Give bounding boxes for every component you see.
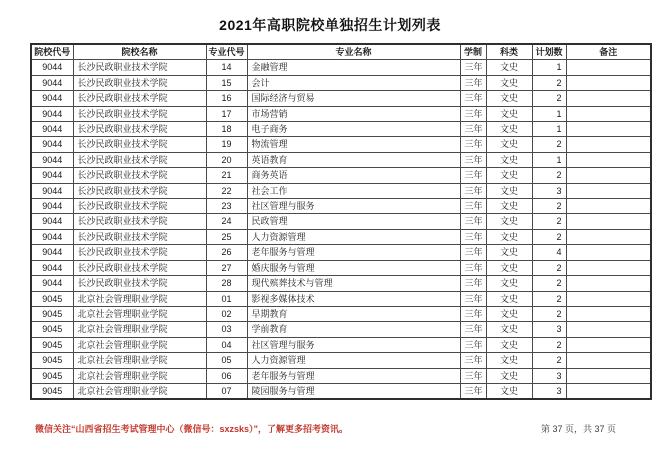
- cell-plan-count: 2: [532, 291, 566, 306]
- table-row: [31, 245, 651, 260]
- cell-major-code: 01: [206, 291, 247, 306]
- table-row: [31, 168, 651, 183]
- cell-major-code: 24: [206, 214, 247, 229]
- cell-remark: [566, 383, 651, 399]
- cell-college-name: 长沙民政职业技术学院: [73, 60, 206, 75]
- cell-plan-count: 1: [532, 152, 566, 167]
- cell-duration: 三年: [460, 183, 486, 198]
- cell-duration: 三年: [460, 91, 486, 106]
- cell-category: 文史: [486, 91, 532, 106]
- cell-category: 文史: [486, 199, 532, 214]
- cell-major-name: 市场营销: [247, 106, 460, 121]
- cell-plan-count: 2: [532, 260, 566, 275]
- cell-remark: [566, 122, 651, 137]
- cell-college-name: 长沙民政职业技术学院: [73, 229, 206, 244]
- cell-college-name: 长沙民政职业技术学院: [73, 106, 206, 121]
- footer-wechat-notice: 微信关注“山西省招生考试管理中心（微信号：sxzsks）”，了解更多招考资讯。: [35, 424, 349, 434]
- cell-plan-count: 3: [532, 183, 566, 198]
- cell-remark: [566, 137, 651, 152]
- cell-college-code: 9044: [31, 199, 73, 214]
- cell-category: 文史: [486, 291, 532, 306]
- cell-major-name: 学前教育: [247, 322, 460, 337]
- cell-remark: [566, 183, 651, 198]
- cell-duration: 三年: [460, 245, 486, 260]
- cell-category: 文史: [486, 260, 532, 275]
- cell-duration: 三年: [460, 168, 486, 183]
- cell-duration: 三年: [460, 214, 486, 229]
- cell-duration: 三年: [460, 353, 486, 368]
- cell-plan-count: 1: [532, 106, 566, 121]
- table-row: [31, 260, 651, 275]
- cell-remark: [566, 229, 651, 244]
- cell-major-code: 15: [206, 75, 247, 90]
- cell-plan-count: 2: [532, 337, 566, 352]
- cell-college-code: 9044: [31, 260, 73, 275]
- cell-duration: 三年: [460, 337, 486, 352]
- table-row: [31, 122, 651, 137]
- cell-remark: [566, 322, 651, 337]
- table-row: [31, 75, 651, 90]
- cell-plan-count: 2: [532, 91, 566, 106]
- cell-duration: 三年: [460, 122, 486, 137]
- cell-college-name: 北京社会管理职业学院: [73, 383, 206, 399]
- cell-major-name: 老年服务与管理: [247, 245, 460, 260]
- table-row: [31, 291, 651, 306]
- table-row: [31, 368, 651, 383]
- cell-plan-count: 2: [532, 199, 566, 214]
- footer-page-number: 第 37 页，共 37 页: [540, 424, 616, 434]
- cell-college-code: 9045: [31, 368, 73, 383]
- cell-major-code: 17: [206, 106, 247, 121]
- cell-remark: [566, 152, 651, 167]
- cell-duration: 三年: [460, 322, 486, 337]
- cell-college-name: 长沙民政职业技术学院: [73, 199, 206, 214]
- cell-major-name: 社区管理与服务: [247, 199, 460, 214]
- cell-duration: 三年: [460, 260, 486, 275]
- table-row: [31, 214, 651, 229]
- cell-college-name: 北京社会管理职业学院: [73, 353, 206, 368]
- table-row: [31, 229, 651, 244]
- cell-college-name: 长沙民政职业技术学院: [73, 214, 206, 229]
- cell-remark: [566, 337, 651, 352]
- table-row: [31, 383, 651, 399]
- cell-category: 文史: [486, 383, 532, 399]
- cell-duration: 三年: [460, 276, 486, 291]
- cell-college-code: 9045: [31, 306, 73, 321]
- cell-plan-count: 2: [532, 168, 566, 183]
- cell-major-code: 04: [206, 337, 247, 352]
- cell-duration: 三年: [460, 306, 486, 321]
- cell-college-code: 9045: [31, 383, 73, 399]
- cell-major-name: 英语教育: [247, 152, 460, 167]
- cell-remark: [566, 168, 651, 183]
- cell-duration: 三年: [460, 229, 486, 244]
- cell-college-name: 北京社会管理职业学院: [73, 322, 206, 337]
- cell-duration: 三年: [460, 199, 486, 214]
- cell-college-code: 9044: [31, 152, 73, 167]
- cell-category: 文史: [486, 60, 532, 75]
- cell-remark: [566, 245, 651, 260]
- cell-college-name: 北京社会管理职业学院: [73, 337, 206, 352]
- table-row: [31, 137, 651, 152]
- cell-category: 文史: [486, 122, 532, 137]
- cell-major-name: 陵园服务与管理: [247, 383, 460, 399]
- cell-major-name: 物流管理: [247, 137, 460, 152]
- cell-major-code: 27: [206, 260, 247, 275]
- cell-major-code: 07: [206, 383, 247, 399]
- cell-category: 文史: [486, 368, 532, 383]
- col-header-college-code: 院校代号: [31, 44, 73, 60]
- cell-college-name: 长沙民政职业技术学院: [73, 75, 206, 90]
- cell-plan-count: 3: [532, 383, 566, 399]
- col-header-college-name: 院校名称: [73, 44, 206, 60]
- cell-college-name: 长沙民政职业技术学院: [73, 122, 206, 137]
- cell-plan-count: 2: [532, 75, 566, 90]
- cell-category: 文史: [486, 306, 532, 321]
- cell-category: 文史: [486, 276, 532, 291]
- cell-duration: 三年: [460, 368, 486, 383]
- cell-college-code: 9044: [31, 137, 73, 152]
- cell-category: 文史: [486, 322, 532, 337]
- cell-major-code: 28: [206, 276, 247, 291]
- cell-college-code: 9044: [31, 60, 73, 75]
- cell-plan-count: 2: [532, 306, 566, 321]
- cell-major-name: 国际经济与贸易: [247, 91, 460, 106]
- table-row: [31, 91, 651, 106]
- cell-remark: [566, 91, 651, 106]
- cell-major-code: 22: [206, 183, 247, 198]
- cell-remark: [566, 75, 651, 90]
- cell-category: 文史: [486, 214, 532, 229]
- cell-major-code: 19: [206, 137, 247, 152]
- cell-major-name: 电子商务: [247, 122, 460, 137]
- cell-college-name: 北京社会管理职业学院: [73, 368, 206, 383]
- cell-major-code: 02: [206, 306, 247, 321]
- cell-major-name: 婚庆服务与管理: [247, 260, 460, 275]
- cell-major-code: 23: [206, 199, 247, 214]
- cell-major-code: 06: [206, 368, 247, 383]
- cell-college-code: 9044: [31, 168, 73, 183]
- col-header-major-name: 专业名称: [247, 44, 460, 60]
- cell-remark: [566, 214, 651, 229]
- cell-category: 文史: [486, 75, 532, 90]
- cell-category: 文史: [486, 152, 532, 167]
- cell-remark: [566, 306, 651, 321]
- cell-major-name: 人力资源管理: [247, 353, 460, 368]
- cell-remark: [566, 60, 651, 75]
- cell-college-name: 长沙民政职业技术学院: [73, 245, 206, 260]
- table-row: [31, 353, 651, 368]
- table-row: [31, 106, 651, 121]
- col-header-major-code: 专业代号: [206, 44, 247, 60]
- cell-college-name: 长沙民政职业技术学院: [73, 168, 206, 183]
- cell-plan-count: 3: [532, 322, 566, 337]
- cell-remark: [566, 106, 651, 121]
- table-row: [31, 183, 651, 198]
- cell-college-name: 北京社会管理职业学院: [73, 291, 206, 306]
- col-header-category: 科类: [486, 44, 532, 60]
- cell-duration: 三年: [460, 137, 486, 152]
- cell-college-code: 9044: [31, 245, 73, 260]
- cell-major-name: 会计: [247, 75, 460, 90]
- table-row: [31, 199, 651, 214]
- cell-remark: [566, 199, 651, 214]
- cell-plan-count: 2: [532, 276, 566, 291]
- cell-college-code: 9044: [31, 91, 73, 106]
- cell-college-name: 长沙民政职业技术学院: [73, 152, 206, 167]
- cell-college-code: 9045: [31, 337, 73, 352]
- cell-college-name: 长沙民政职业技术学院: [73, 260, 206, 275]
- cell-remark: [566, 260, 651, 275]
- table-row: [31, 306, 651, 321]
- cell-major-code: 21: [206, 168, 247, 183]
- cell-major-code: 03: [206, 322, 247, 337]
- cell-major-code: 14: [206, 60, 247, 75]
- cell-college-name: 长沙民政职业技术学院: [73, 137, 206, 152]
- table-row: [31, 322, 651, 337]
- cell-plan-count: 2: [532, 229, 566, 244]
- cell-duration: 三年: [460, 152, 486, 167]
- cell-category: 文史: [486, 353, 532, 368]
- cell-category: 文史: [486, 106, 532, 121]
- cell-college-name: 长沙民政职业技术学院: [73, 276, 206, 291]
- table-body: [31, 60, 651, 399]
- table-row: [31, 152, 651, 167]
- cell-college-code: 9044: [31, 276, 73, 291]
- cell-college-code: 9044: [31, 229, 73, 244]
- cell-category: 文史: [486, 168, 532, 183]
- cell-major-name: 早期教育: [247, 306, 460, 321]
- cell-major-name: 人力资源管理: [247, 229, 460, 244]
- cell-category: 文史: [486, 229, 532, 244]
- col-header-remark: 备注: [566, 44, 651, 60]
- cell-duration: 三年: [460, 60, 486, 75]
- enrollment-plan-table: [30, 43, 652, 400]
- cell-major-name: 社会工作: [247, 183, 460, 198]
- cell-plan-count: 2: [532, 214, 566, 229]
- cell-college-code: 9045: [31, 291, 73, 306]
- cell-major-name: 老年服务与管理: [247, 368, 460, 383]
- cell-major-name: 金融管理: [247, 60, 460, 75]
- cell-college-code: 9045: [31, 353, 73, 368]
- cell-plan-count: 2: [532, 137, 566, 152]
- cell-major-code: 25: [206, 229, 247, 244]
- cell-plan-count: 1: [532, 122, 566, 137]
- table-row: [31, 337, 651, 352]
- cell-remark: [566, 291, 651, 306]
- cell-college-code: 9044: [31, 75, 73, 90]
- cell-college-code: 9044: [31, 214, 73, 229]
- cell-college-code: 9044: [31, 122, 73, 137]
- cell-college-name: 长沙民政职业技术学院: [73, 91, 206, 106]
- cell-major-name: 社区管理与服务: [247, 337, 460, 352]
- cell-category: 文史: [486, 337, 532, 352]
- cell-major-code: 16: [206, 91, 247, 106]
- cell-remark: [566, 368, 651, 383]
- cell-category: 文史: [486, 245, 532, 260]
- cell-college-name: 长沙民政职业技术学院: [73, 183, 206, 198]
- cell-college-name: 北京社会管理职业学院: [73, 306, 206, 321]
- cell-major-name: 影视多媒体技术: [247, 291, 460, 306]
- cell-major-name: 现代殡葬技术与管理: [247, 276, 460, 291]
- cell-duration: 三年: [460, 75, 486, 90]
- cell-remark: [566, 276, 651, 291]
- table-row: [31, 60, 651, 75]
- cell-major-name: 商务英语: [247, 168, 460, 183]
- page-title: 2021年高职院校单独招生计划列表: [219, 17, 441, 33]
- cell-major-code: 20: [206, 152, 247, 167]
- cell-remark: [566, 353, 651, 368]
- cell-duration: 三年: [460, 383, 486, 399]
- cell-college-code: 9044: [31, 106, 73, 121]
- cell-college-code: 9045: [31, 322, 73, 337]
- cell-plan-count: 3: [532, 368, 566, 383]
- cell-category: 文史: [486, 183, 532, 198]
- cell-duration: 三年: [460, 291, 486, 306]
- cell-plan-count: 2: [532, 353, 566, 368]
- cell-major-code: 05: [206, 353, 247, 368]
- cell-college-code: 9044: [31, 183, 73, 198]
- cell-plan-count: 1: [532, 60, 566, 75]
- table-row: [31, 276, 651, 291]
- col-header-duration: 学制: [460, 44, 486, 60]
- cell-major-name: 民政管理: [247, 214, 460, 229]
- table-header-row: [31, 44, 651, 60]
- cell-duration: 三年: [460, 106, 486, 121]
- cell-major-code: 18: [206, 122, 247, 137]
- cell-category: 文史: [486, 137, 532, 152]
- col-header-plan-count: 计划数: [532, 44, 566, 60]
- cell-plan-count: 4: [532, 245, 566, 260]
- cell-major-code: 26: [206, 245, 247, 260]
